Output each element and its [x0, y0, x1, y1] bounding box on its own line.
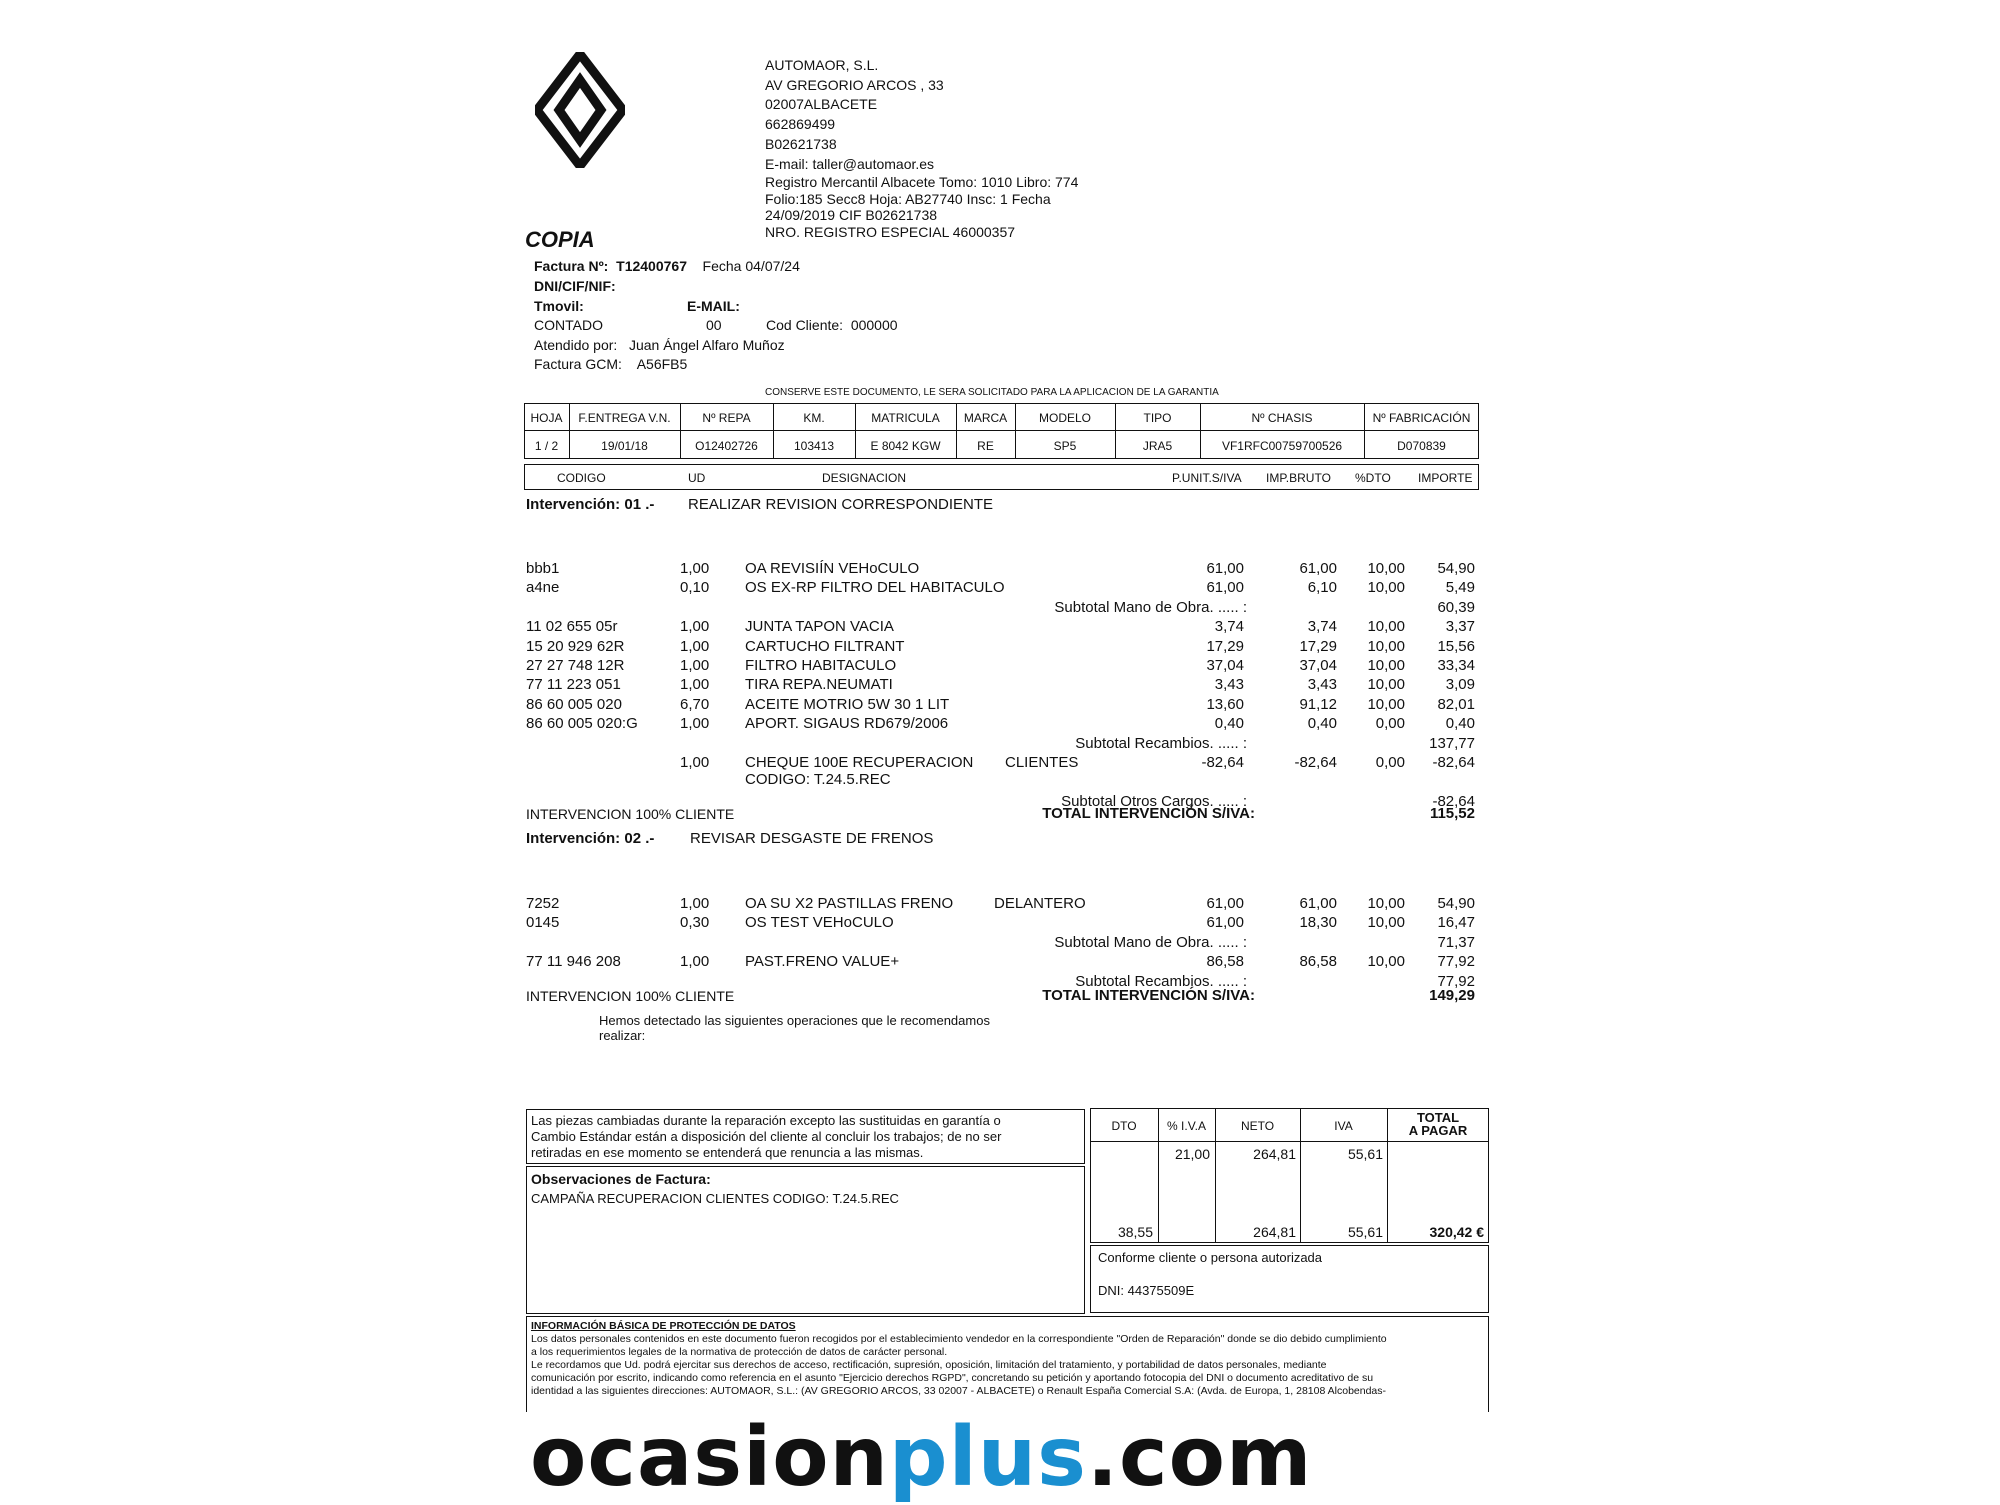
company-line: 662869499 — [765, 116, 836, 133]
total-label-line: TOTAL — [1416, 1110, 1460, 1125]
cod-cliente-label: Cod Cliente: — [766, 317, 844, 333]
company-line: E-mail: taller@automaor.es — [765, 155, 935, 172]
legal-title: INFORMACIÓN BÁSICA DE PROTECCIÓN DE DATOS — [531, 1320, 796, 1332]
line-punit: 61,00 — [1206, 895, 1244, 912]
totals-header-dto: DTO — [1111, 1119, 1137, 1133]
line-dto: 10,00 — [1367, 560, 1405, 577]
company-line: AUTOMAOR, S.L. — [765, 57, 879, 73]
col-codigo: CODIGO — [557, 471, 606, 485]
legal-line: Los datos personales contenidos en este documento fueron recogidos por el establecimiento vendedor en la correspondiente "Orden de Reparación" donde se dio debido cumplimiento — [531, 1333, 1387, 1345]
observaciones-text: CAMPAÑA RECUPERACION CLIENTES CODIGO: T.24.5.REC — [531, 1191, 899, 1206]
intervention-title: REVISAR DESGASTE DE FRENOS — [690, 830, 934, 847]
subtotal-label: Subtotal Mano de Obra. ..... : — [1054, 598, 1247, 616]
legal-line: identidad a las siguientes direcciones: AUTOMAOR, S.L.: (AV GREGORIO ARCOS, 33 02007 - ALBACETE) o Renault España Comercial S.A: (Avda. de Europa, 1, 28108 Alcobendas- — [531, 1385, 1387, 1397]
line-ud: 1,00 — [680, 754, 710, 771]
conforme-label: Conforme cliente o persona autorizada — [1098, 1250, 1323, 1265]
line-code: 77 11 946 208 — [526, 953, 621, 971]
vehicle-value: 103413 — [793, 439, 835, 453]
line-ud: 1,00 — [680, 953, 710, 971]
line-punit: 61,00 — [1206, 579, 1244, 597]
line-bruto: 6,10 — [1307, 579, 1337, 597]
vehicle-value: VF1RFC00759700526 — [1221, 439, 1343, 453]
line-ud: 1,00 — [680, 657, 710, 674]
line-desc: OS EX-RP FILTRO DEL HABITACULO — [745, 579, 1005, 597]
line-code: 86 60 005 020 — [526, 695, 622, 713]
line-code: 77 11 223 051 — [526, 676, 621, 694]
line-ud: 1,00 — [680, 676, 710, 694]
line-bruto: 86,58 — [1299, 953, 1337, 971]
line-importe: 3,37 — [1445, 618, 1475, 636]
line-desc2: CLIENTES — [1005, 754, 1079, 771]
vehicle-value: SP5 — [1053, 439, 1077, 453]
line-importe: 3,09 — [1445, 676, 1475, 694]
line-dto: 10,00 — [1367, 895, 1405, 912]
line-bruto: 61,00 — [1299, 895, 1337, 912]
line-desc: PAST.FRENO VALUE+ — [745, 953, 900, 971]
conforme-dni: DNI: 44375509E — [1098, 1283, 1195, 1298]
company-line: 02007ALBACETE — [765, 96, 878, 113]
line-dto: 10,00 — [1367, 953, 1405, 971]
recommend-text — [599, 1013, 990, 1043]
line-punit: 17,29 — [1206, 637, 1244, 655]
vehicle-header: Nº FABRICACIÓN — [1372, 411, 1471, 425]
totals-neto-2: 264,81 — [1253, 1224, 1296, 1240]
contado-label: CONTADO — [534, 317, 603, 333]
legal-line: comunicación por escrito, indicando como referencia en el asunto "Ejercicio derechos RGPD", concretando su petición y aportando fotocopia del DNI o documento acreditativo de su — [531, 1372, 1374, 1384]
line-desc-cont: CODIGO: T.24.5.REC — [745, 771, 891, 789]
registry-info — [765, 174, 1078, 240]
totals-iva-2: 55,61 — [1347, 1224, 1383, 1240]
line-code: 7252 — [526, 895, 560, 912]
line-bruto: 0,40 — [1307, 715, 1337, 733]
line-importe: -82,64 — [1432, 754, 1475, 771]
pieces-notice — [531, 1113, 1001, 1161]
company-info — [765, 56, 944, 174]
line-desc: FILTRO HABITACULO — [745, 657, 897, 674]
tmovil-label: Tmovil: — [534, 298, 584, 314]
subtotal-value: 60,39 — [1437, 598, 1475, 616]
vehicle-header: Nº CHASIS — [1251, 411, 1313, 425]
subtotal-value: 71,37 — [1437, 933, 1475, 951]
line-dto: 10,00 — [1367, 637, 1405, 655]
line-importe: 54,90 — [1437, 560, 1475, 577]
subtotal-label: Subtotal Mano de Obra. ..... : — [1054, 933, 1247, 951]
totals-iva-pct: 21,00 — [1174, 1146, 1210, 1162]
line-punit: 13,60 — [1206, 695, 1244, 713]
vehicle-value: O12402726 — [695, 439, 758, 453]
line-desc: APORT. SIGAUS RD679/2006 — [745, 715, 949, 733]
total-intervention-label: TOTAL INTERVENCIÓN S/IVA: — [1042, 805, 1255, 822]
line-ud: 6,70 — [680, 695, 710, 713]
line-bruto: 3,43 — [1307, 676, 1337, 694]
line-code: 0145 — [526, 914, 560, 932]
total-intervention-label: TOTAL INTERVENCIÓN S/IVA: — [1042, 987, 1255, 1004]
vehicle-header: MATRICULA — [871, 411, 940, 425]
cod-cliente-value: 000000 — [850, 317, 898, 333]
col-dto: %DTO — [1355, 471, 1391, 485]
vehicle-value: 1 / 2 — [534, 439, 559, 453]
line-ud: 1,00 — [680, 637, 710, 655]
line-dto: 10,00 — [1367, 618, 1405, 636]
line-code: 11 02 655 05r — [526, 618, 618, 636]
line-bruto: 18,30 — [1299, 914, 1337, 932]
line-punit: 61,00 — [1206, 560, 1244, 577]
line-dto: 0,00 — [1375, 754, 1405, 771]
line-dto: 0,00 — [1375, 715, 1405, 733]
line-bruto: 3,74 — [1307, 618, 1337, 636]
ocasionplus-watermark — [530, 1410, 1312, 1505]
line-code: 86 60 005 020:G — [526, 715, 638, 733]
company-line: 24/09/2019 CIF B02621738 — [765, 207, 938, 224]
subtotal-label: Subtotal Recambios. ..... : — [1075, 972, 1247, 990]
columns-header — [524, 464, 1479, 490]
company-line: NRO. REGISTRO ESPECIAL 46000357 — [765, 223, 1016, 240]
line-desc: OS TEST VEHoCULO — [745, 914, 894, 932]
line-dto: 10,00 — [1367, 676, 1405, 694]
brand-part: plus — [888, 1410, 1087, 1505]
conserve-notice: CONSERVE ESTE DOCUMENTO, LE SERA SOLICITADO PARA LA APLICACION DE LA GARANTIA — [765, 387, 1219, 398]
line-punit: 61,00 — [1206, 914, 1244, 932]
subtotal-label: Subtotal Otros Cargos. ..... : — [1061, 792, 1247, 810]
col-ud: UD — [688, 471, 706, 485]
recommend-line: realizar: — [599, 1028, 646, 1043]
line-punit: 37,04 — [1206, 657, 1244, 674]
line-code: bbb1 — [526, 560, 560, 577]
intervention-label: Intervención: 01 .- — [526, 496, 655, 513]
line-importe: 82,01 — [1437, 695, 1475, 713]
total-a-pagar: 320,42 € — [1429, 1224, 1484, 1240]
line-dto: 10,00 — [1367, 657, 1405, 674]
line-desc: CARTUCHO FILTRANT — [745, 637, 905, 655]
vehicle-value: E 8042 KGW — [870, 439, 941, 453]
invoice-number-row — [534, 258, 800, 274]
fecha-value: 04/07/24 — [745, 258, 800, 274]
recommend-line: Hemos detectado las siguientes operaciones que le recomendamos — [599, 1013, 990, 1028]
vehicle-header: Nº REPA — [702, 411, 751, 425]
contado-code: 00 — [706, 317, 722, 333]
vehicle-value: D070839 — [1397, 439, 1446, 453]
vehicle-header: HOJA — [530, 411, 563, 425]
totals-header-neto: NETO — [1240, 1119, 1275, 1133]
factura-label: Factura Nº: — [534, 258, 609, 274]
totals-neto-1: 264,81 — [1253, 1146, 1296, 1162]
factura-number: T12400767 — [616, 258, 687, 274]
line-importe: 16,47 — [1437, 914, 1475, 932]
factura-gcm — [534, 356, 687, 372]
subtotal-value: 137,77 — [1429, 734, 1475, 752]
line-punit: 86,58 — [1206, 953, 1244, 971]
vehicle-value: RE — [977, 439, 994, 453]
line-code: 15 20 929 62R — [526, 637, 625, 655]
atendido-value: Juan Ángel Alfaro Muñoz — [628, 337, 785, 353]
total-intervention-value: 115,52 — [1429, 805, 1475, 822]
total-intervention-value: 149,29 — [1429, 987, 1475, 1004]
totals-iva-1: 55,61 — [1347, 1146, 1383, 1162]
legal-line: Le recordamos que Ud. podrá ejercitar sus derechos de acceso, rectificación, supresión, oposición, limitación del tratamiento, y portabilidad de datos personales, mediante — [531, 1359, 1327, 1371]
col-punit: P.UNIT.S/IVA — [1172, 471, 1242, 485]
totals-header-iva-pct: % I.V.A — [1167, 1119, 1206, 1133]
vehicle-value: JRA5 — [1142, 439, 1173, 453]
totals-header-total — [1387, 1111, 1489, 1137]
email-label: E-MAIL: — [687, 298, 740, 314]
line-punit: 0,40 — [1214, 715, 1244, 733]
col-designacion: DESIGNACION — [822, 471, 907, 485]
gcm-label: Factura GCM: — [534, 356, 622, 372]
vehicle-header: MODELO — [1038, 411, 1091, 425]
line-ud: 1,00 — [680, 895, 710, 912]
legal-line: a los requerimientos legales de la normativa de protección de datos de carácter personal. — [531, 1346, 948, 1358]
line-desc: JUNTA TAPON VACIA — [745, 618, 894, 636]
observaciones-box — [526, 1166, 1085, 1314]
line-importe: 5,49 — [1445, 579, 1475, 597]
cod-cliente — [766, 317, 898, 333]
fecha-label: Fecha — [702, 258, 742, 274]
line-ud: 0,30 — [680, 914, 710, 932]
legal-text — [531, 1320, 1387, 1398]
company-line: Folio:185 Secc8 Hoja: AB27740 Insc: 1 Fecha — [765, 190, 1051, 207]
atendido-label: Atendido por: — [534, 337, 618, 353]
brand-part: ocasion — [530, 1410, 889, 1505]
atendido — [534, 337, 785, 353]
vehicle-value: 19/01/18 — [601, 439, 648, 453]
observaciones-label: Observaciones de Factura: — [531, 1171, 711, 1187]
col-impbruto: IMP.BRUTO — [1266, 471, 1331, 485]
line-dto: 10,00 — [1367, 579, 1405, 597]
intervention-footer: INTERVENCION 100% CLIENTE — [526, 988, 735, 1004]
line-bruto: 61,00 — [1299, 560, 1337, 577]
line-bruto: 37,04 — [1299, 657, 1337, 674]
line-dto: 10,00 — [1367, 695, 1405, 713]
vehicle-header: KM. — [803, 411, 825, 425]
intervention-title: REALIZAR REVISION CORRESPONDIENTE — [688, 496, 994, 513]
line-desc: OA REVISIÍN VEHoCULO — [745, 560, 920, 577]
totals-header-iva: IVA — [1334, 1119, 1353, 1133]
line-desc: OA SU X2 PASTILLAS FRENO — [745, 895, 954, 912]
notice-line: Las piezas cambiadas durante la reparación excepto las sustituidas en garantía o — [531, 1113, 1001, 1128]
gcm-value: A56FB5 — [636, 356, 688, 372]
line-punit: 3,43 — [1214, 676, 1244, 694]
line-importe: 54,90 — [1437, 895, 1475, 912]
col-importe: IMPORTE — [1418, 471, 1473, 485]
company-line: AV GREGORIO ARCOS , 33 — [765, 76, 944, 93]
copia-label: COPIA — [525, 227, 595, 252]
notice-line: Cambio Estándar están a disposición del cliente al concluir los trabajos; de no ser — [531, 1129, 1002, 1144]
company-line: Registro Mercantil Albacete Tomo: 1010 Libro: 774 — [765, 174, 1079, 190]
dni-label: DNI/CIF/NIF: — [534, 278, 616, 294]
line-bruto: 17,29 — [1299, 637, 1337, 655]
line-ud: 1,00 — [680, 715, 710, 733]
line-ud: 0,10 — [680, 579, 710, 597]
vehicle-header: TIPO — [1143, 411, 1172, 425]
line-desc2: DELANTERO — [994, 895, 1086, 912]
subtotal-value: 77,92 — [1437, 972, 1475, 990]
subtotal-label: Subtotal Recambios. ..... : — [1075, 734, 1247, 752]
line-importe: 77,92 — [1437, 953, 1475, 971]
line-code: 27 27 748 12R — [526, 657, 625, 674]
line-desc: ACEITE MOTRIO 5W 30 1 LIT — [745, 695, 950, 713]
vehicle-header: F.ENTREGA V.N. — [578, 411, 671, 425]
total-label-line: A PAGAR — [1408, 1123, 1468, 1138]
line-bruto: 91,12 — [1299, 695, 1337, 713]
brand-part: .com — [1086, 1410, 1313, 1505]
line-dto: 10,00 — [1367, 914, 1405, 932]
line-ud: 1,00 — [680, 618, 710, 636]
intervention-label: Intervención: 02 .- — [526, 830, 655, 847]
company-line: B02621738 — [765, 135, 837, 152]
line-code: a4ne — [526, 579, 560, 597]
line-desc: CHEQUE 100E RECUPERACION — [745, 754, 974, 771]
line-desc: TIRA REPA.NEUMATI — [745, 676, 893, 694]
line-importe: 33,34 — [1437, 657, 1475, 674]
subtotal-value: -82,64 — [1432, 792, 1475, 810]
line-punit: 3,74 — [1214, 618, 1244, 636]
line-ud: 1,00 — [680, 560, 710, 577]
line-bruto: -82,64 — [1294, 754, 1337, 771]
vehicle-header: MARCA — [963, 411, 1008, 425]
line-punit: -82,64 — [1201, 754, 1244, 771]
intervention-footer: INTERVENCION 100% CLIENTE — [526, 806, 735, 822]
line-importe: 15,56 — [1437, 637, 1475, 655]
renault-logo-icon — [535, 52, 625, 168]
totals-dto: 38,55 — [1117, 1224, 1153, 1240]
notice-line: retiradas en ese momento se entenderá que renuncia a las mismas. — [531, 1145, 924, 1160]
line-importe: 0,40 — [1445, 715, 1475, 733]
